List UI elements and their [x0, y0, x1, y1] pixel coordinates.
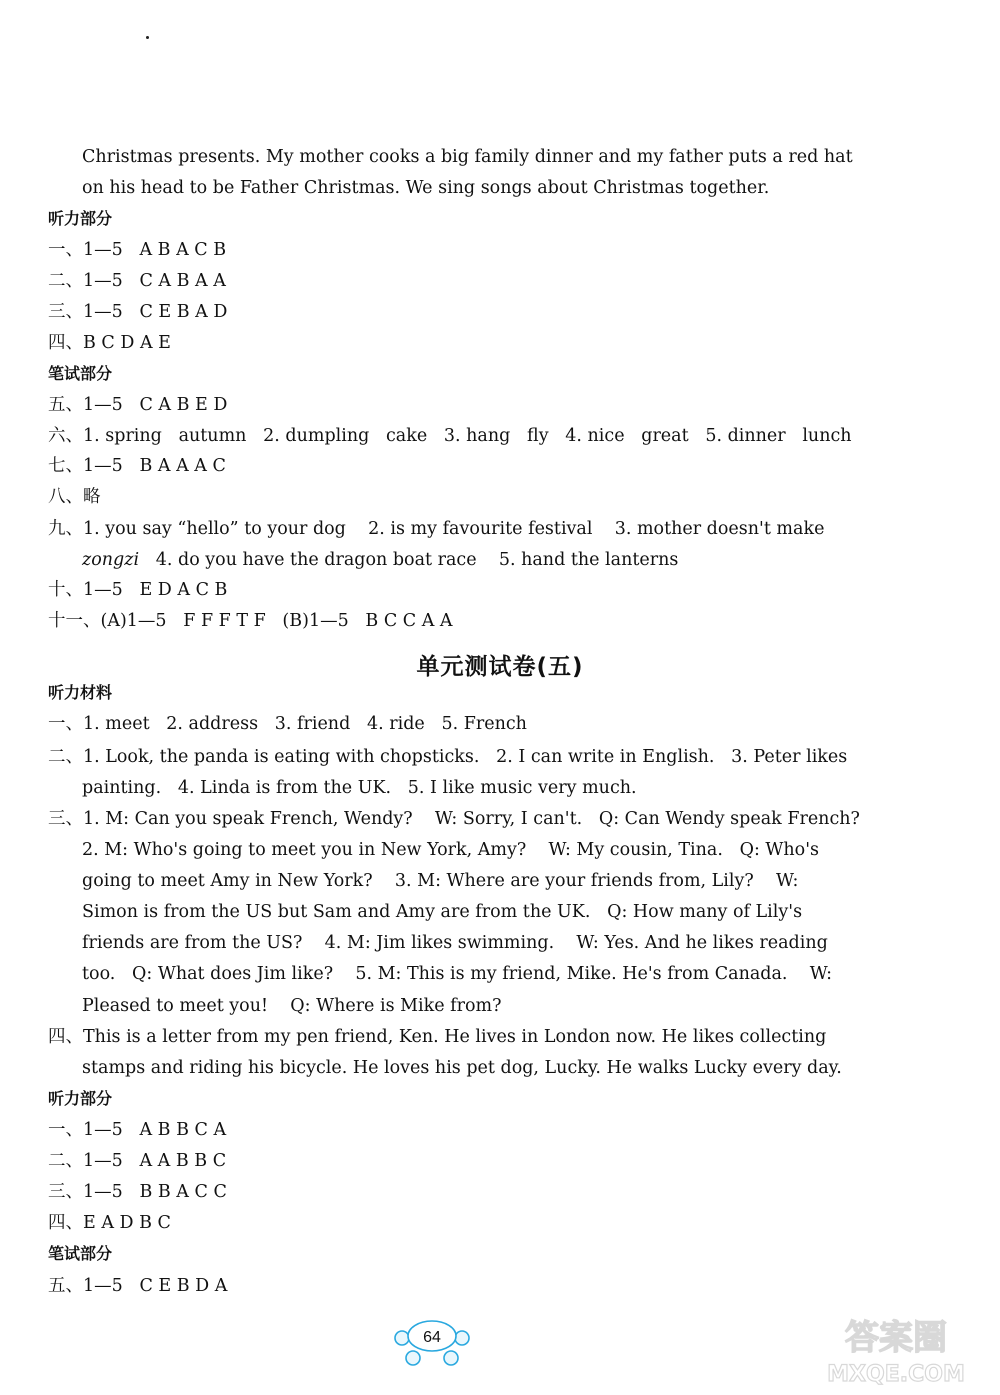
answer-line — [82, 549, 862, 571]
svg-text:答案圈: 答案圈 — [845, 1318, 947, 1358]
answer-line: Pleased to meet you! Q: Where is Mike from? — [82, 996, 502, 1016]
answer-line: 三、1. M: Can you speak French, Wendy? W: Sorry, I can't. Q: Can Wendy speak French? — [48, 809, 860, 829]
answer-line: too. Q: What does Jim like? 5. M: This is my friend, Mike. He's from Canada. W: — [82, 964, 833, 984]
answer-line: 三、1—5 C E B A D — [48, 302, 228, 322]
answer-line: 十一、(A)1—5 F F F T F (B)1—5 B C C A A — [48, 611, 453, 631]
answer-line: painting. 4. Linda is from the UK. 5. I like music very much. — [82, 778, 637, 798]
section-heading: 笔试部分 — [48, 364, 113, 383]
text-line: on his head to be Father Christmas. We sing songs about Christmas together. — [82, 178, 770, 198]
answer-line: stamps and riding his bicycle. He loves his pet dog, Lucky. He walks Lucky every day. — [82, 1058, 842, 1078]
answer-line: 六、1. spring autumn 2. dumpling cake 3. hang fly 4. nice great 5. dinner lunch — [48, 426, 852, 446]
stray-dot — [146, 36, 149, 39]
unit-test-title: 单元测试卷(五) — [416, 654, 584, 680]
answer-line: 2. M: Who's going to meet you in New York, Amy? W: My cousin, Tina. Q: Who's — [82, 840, 819, 860]
answer-line: 二、1—5 A A B B C — [48, 1151, 227, 1171]
answer-line: 九、1. you say “hello” to your dog 2. is my favourite festival 3. mother doesn't make — [48, 519, 825, 539]
section-heading: 听力材料 — [48, 683, 113, 702]
page-number: 64 — [423, 1329, 441, 1346]
answer-line: 一、1. meet 2. address 3. friend 4. ride 5. French — [48, 714, 527, 734]
answer-line: 一、1—5 A B B C A — [48, 1120, 227, 1140]
answer-line: friends are from the US? 4. M: Jim likes swimming. W: Yes. And he likes reading — [82, 933, 828, 953]
page-number-badge — [392, 1312, 472, 1372]
section-heading: 笔试部分 — [48, 1244, 113, 1263]
answer-line: going to meet Amy in New York? 3. M: Where are your friends from, Lily? W: — [82, 871, 799, 891]
text-line: Christmas presents. My mother cooks a big family dinner and my father puts a red hat — [82, 147, 853, 167]
section-heading: 听力部分 — [48, 209, 113, 228]
answer-line: 五、1—5 C E B D A — [48, 1276, 228, 1296]
watermark-logo — [798, 1309, 994, 1389]
svg-text:MXQE.COM: MXQE.COM — [827, 1362, 965, 1387]
answer-line: 三、1—5 B B A C C — [48, 1182, 227, 1202]
answer-line: 四、E A D B C — [48, 1213, 171, 1233]
answer-line: 四、B C D A E — [48, 333, 171, 353]
answer-line: Simon is from the US but Sam and Amy are from the UK. Q: How many of Lily's — [82, 902, 803, 922]
answer-line: 一、1—5 A B A C B — [48, 240, 227, 260]
answer-line: 四、This is a letter from my pen friend, Ken. He lives in London now. He likes collecting — [48, 1027, 827, 1047]
answer-line: 二、1—5 C A B A A — [48, 271, 226, 291]
answer-text: 4. do you have the dragon boat race 5. hand the lanterns — [139, 550, 679, 570]
italic-word: zongzi — [82, 550, 140, 570]
section-heading: 听力部分 — [48, 1089, 113, 1108]
answer-line: 八、略 — [48, 487, 101, 507]
answer-line: 二、1. Look, the panda is eating with chopsticks. 2. I can write in English. 3. Peter likes — [48, 747, 848, 767]
answer-line: 七、1—5 B A A A C — [48, 456, 226, 476]
answer-line: 十、1—5 E D A C B — [48, 580, 228, 600]
answer-line: 五、1—5 C A B E D — [48, 395, 228, 415]
